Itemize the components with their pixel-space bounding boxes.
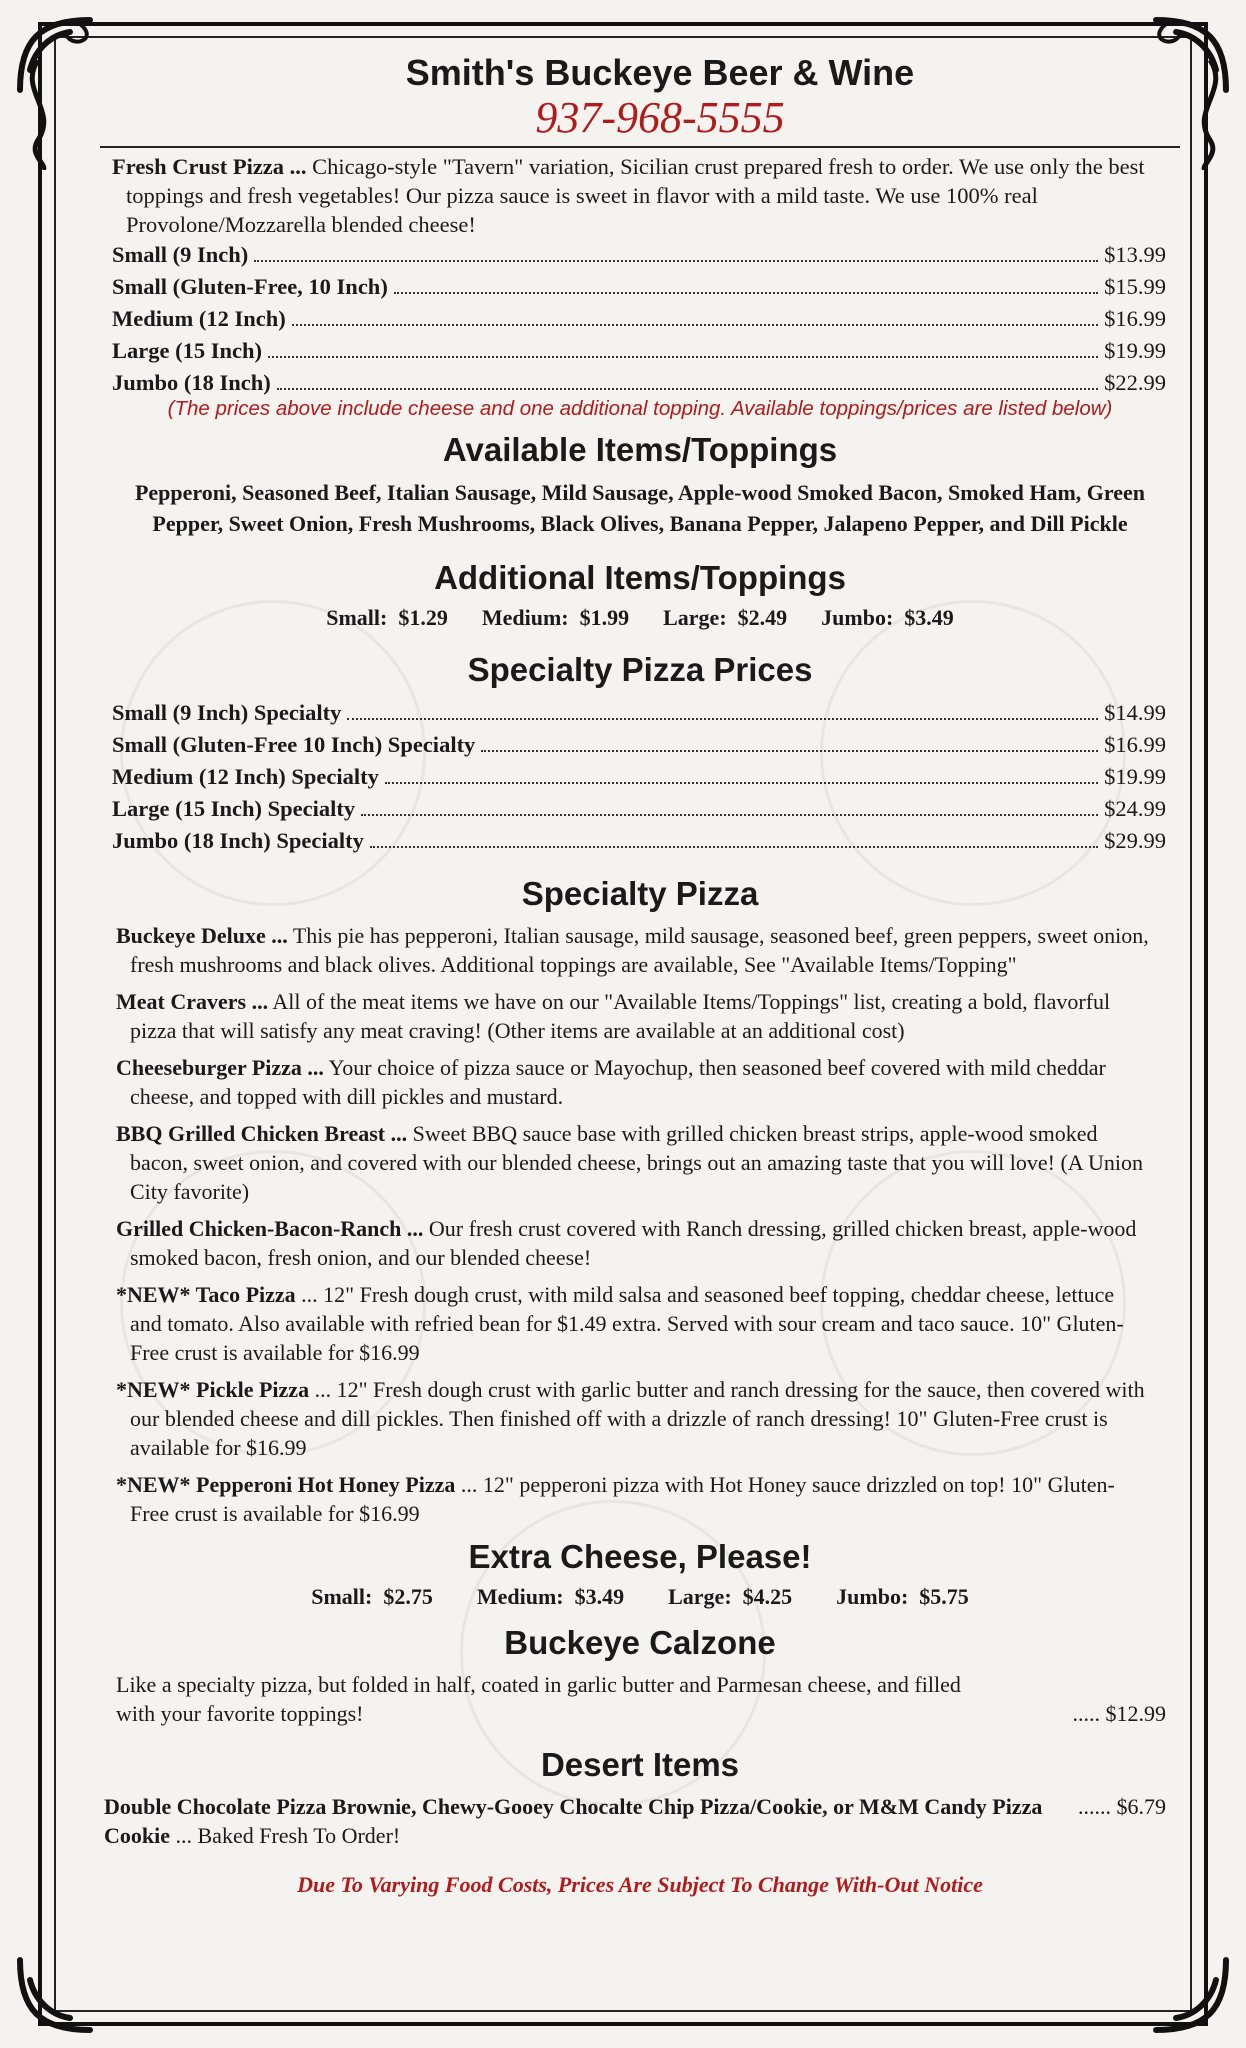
size-price: $19.99 [1104,764,1166,789]
pizza-description: ... 12" Fresh dough crust, with mild salsa and seasoned beef topping, cheddar cheese, lettuce and tomato. Also available with refried bean for $1.49 extra. Served with sour cream and taco sauce. 10" Gluten-Free crust is available for $16.99 [130,1282,1124,1365]
specialty-price-list [100,697,1180,857]
price-note: (The prices above include cheese and one additional topping. Available toppings/prices are listed below) [167,397,1113,420]
size-price: $5.75 [919,1584,969,1609]
pizza-name: Buckeye Deluxe ... [116,923,288,948]
size-price: $16.99 [1104,306,1166,331]
size-price: $2.49 [737,605,788,630]
size-label: Small: [311,1584,373,1609]
size-price: $15.99 [1104,274,1166,299]
size-price: $29.99 [1104,828,1166,853]
specialty-pizza-item [116,1470,1150,1528]
section-title-calzone: Buckeye Calzone [504,1624,776,1661]
section-title-specialty-pizza: Specialty Pizza [521,875,759,912]
specialty-size-row [112,697,1166,729]
crust-size-row [112,239,1166,271]
pizza-description: Sweet BBQ sauce base with grilled chicken breast strips, apple-wood smoked bacon, sweet onion, and covered with our blended cheese, brings out an amazing taste that you will love! (A Union City favorite) [130,1121,1143,1204]
dot-leader [481,732,1098,752]
pizza-description: Your choice of pizza sauce or Mayochup, then seasoned beef covered with mild cheddar cheese, and topped with dill pickles and mustard. [130,1055,1106,1109]
size-price: $24.99 [1104,796,1166,821]
pizza-description: Our fresh crust covered with Ranch dressing, grilled chicken breast, apple-wood smoked bacon, fresh onion, and our blended cheese! [130,1216,1137,1270]
section-title-specialty-prices: Specialty Pizza Prices [467,651,813,688]
corner-swirl-bottom-right [1146,1950,1236,2040]
size-label: Medium: [476,1584,564,1609]
size-price: $16.99 [1104,732,1166,757]
pizza-description: All of the meat items we have on our "Available Items/Toppings" list, creating a bold, flavorful pizza that will satisfy any meat craving! (Other items are available at an additional cost) [130,989,1111,1043]
specialty-pizza-item [116,987,1150,1045]
fresh-crust-text: Chicago-style "Tavern" variation, Sicilian crust prepared fresh to order. We use only the best toppings and fresh vegetables! Our pizza sauce is sweet in flavor with a mild taste. We use 100% real Provolone/Mozzarella blended cheese! [126,154,1145,237]
size-price: $2.75 [383,1584,433,1609]
business-name: Smith's Buckeye Beer & Wine [405,52,915,93]
dot-leader [254,242,1098,262]
specialty-pizza-item [116,1053,1150,1111]
size-price: $1.99 [579,605,630,630]
fresh-crust-price-list [100,239,1180,399]
calzone-description: Like a specialty pizza, but folded in half, coated in garlic butter and Parmesan cheese, and filled with your favorite toppings! [116,1672,961,1726]
size-price-pair [311,1584,433,1610]
specialty-pizza-item [116,1280,1150,1367]
pizza-name: *NEW* Pickle Pizza [116,1377,310,1402]
dot-leader [292,306,1098,326]
extra-cheese-prices [100,1584,1180,1610]
size-price-pair [663,605,787,631]
pizza-name: BBQ Grilled Chicken Breast ... [116,1121,408,1146]
size-price: $3.49 [574,1584,625,1609]
crust-size-row [112,367,1166,399]
calzone-item [116,1670,1166,1728]
dot-leader [268,338,1098,358]
desert-item [104,1792,1166,1850]
side-swirl-right [1190,60,1230,170]
size-label: Jumbo: [821,605,894,630]
size-label: Jumbo: [836,1584,909,1609]
calzone-price: ..... $12.99 [1072,1701,1166,1726]
corner-swirl-bottom-left [10,1950,100,2040]
size-label: Large: [663,605,727,630]
desert-name: Double Chocolate Pizza Brownie, Chewy-Gooey Chocalte Chip Pizza/Cookie, or M&M Candy Pizza Cookie [104,1794,1043,1848]
pizza-name: *NEW* Taco Pizza [116,1282,296,1307]
crust-size-row [112,335,1166,367]
size-label: Jumbo (18 Inch) Specialty [112,828,364,853]
specialty-size-row [112,761,1166,793]
fresh-crust-description [112,152,1170,239]
pizza-name: *NEW* Pepperoni Hot Honey Pizza [116,1472,456,1497]
size-label: Jumbo (18 Inch) [112,370,271,395]
menu-page [100,44,1180,1898]
size-label: Large (15 Inch) Specialty [112,796,356,821]
size-price-pair [477,1584,624,1610]
size-label: Small: [326,605,388,630]
size-price: $4.25 [742,1584,793,1609]
size-price: $13.99 [1104,242,1166,267]
specialty-size-row [112,729,1166,761]
pizza-name: Meat Cravers ... [116,989,269,1014]
dot-leader [394,274,1098,294]
specialty-pizza-item [116,1375,1150,1462]
section-title-desert: Desert Items [540,1746,740,1783]
size-label: Small (Gluten-Free 10 Inch) Specialty [112,732,476,757]
size-label: Large (15 Inch) [112,338,262,363]
specialty-pizza-list [100,921,1180,1528]
phone-number[interactable]: 937-968-5555 [535,93,785,142]
size-price: $22.99 [1104,370,1166,395]
size-price-pair [821,605,954,631]
pizza-description: ... 12" pepperoni pizza with Hot Honey sauce drizzled on top! 10" Gluten-Free crust is available for $16.99 [130,1472,1115,1526]
header-divider [100,146,1180,148]
fresh-crust-name: Fresh Crust Pizza ... [112,154,307,179]
dot-leader [277,370,1098,390]
side-swirl-left [18,60,58,170]
pizza-name: Cheeseburger Pizza ... [116,1055,324,1080]
pizza-description: This pie has pepperoni, Italian sausage, mild sausage, seasoned beef, green peppers, sweet onion, fresh mushrooms and black olives. Additional toppings are available, See "Available Items/Topping" [130,923,1149,977]
size-label: Small (9 Inch) Specialty [112,700,342,725]
size-price-pair [482,605,629,631]
additional-toppings-prices [100,605,1180,631]
section-title-extra-cheese: Extra Cheese, Please! [468,1538,812,1575]
dot-leader [370,828,1098,848]
size-price: $19.99 [1104,338,1166,363]
size-label: Medium: [481,605,569,630]
size-label: Medium (12 Inch) Specialty [112,764,379,789]
crust-size-row [112,303,1166,335]
toppings-list: Pepperoni, Seasoned Beef, Italian Sausage, Mild Sausage, Apple-wood Smoked Bacon, Smoked Ham, Green Pepper, Sweet Onion, Fresh Mushrooms, Black Olives, Banana Pepper, Jalapeno Pepper, and Dill Pickle [134,480,1146,536]
specialty-size-row [112,825,1166,857]
size-label: Small (Gluten-Free, 10 Inch) [112,274,388,299]
size-label: Small (9 Inch) [112,242,249,267]
section-title-additional-toppings: Additional Items/Toppings [434,559,846,596]
dot-leader [361,796,1098,816]
size-price: $1.29 [398,605,448,630]
size-price: $3.49 [904,605,954,630]
price-change-notice: Due To Varying Food Costs, Prices Are Subject To Change With-Out Notice [297,1872,983,1897]
pizza-name: Grilled Chicken-Bacon-Ranch ... [116,1216,424,1241]
specialty-pizza-item [116,921,1150,979]
size-label: Medium (12 Inch) [112,306,286,331]
size-price-pair [668,1584,792,1610]
size-price: $14.99 [1104,700,1166,725]
size-label: Large: [668,1584,732,1609]
dot-leader [385,764,1098,784]
crust-size-row [112,271,1166,303]
specialty-size-row [112,793,1166,825]
specialty-pizza-item [116,1119,1150,1206]
size-price-pair [836,1584,969,1610]
dot-leader [347,700,1098,720]
size-price-pair [326,605,448,631]
section-title-available-toppings: Available Items/Toppings [442,431,838,468]
desert-description: ... Baked Fresh To Order! [175,1823,401,1848]
desert-price: ...... $6.79 [1078,1794,1166,1819]
specialty-pizza-item [116,1214,1150,1272]
pizza-description: ... 12" Fresh dough crust with garlic butter and ranch dressing for the sauce, then covered with our blended cheese and dill pickles. Then finished off with a drizzle of ranch dressing! 10" Gluten-Free crust is available for $16.99 [130,1377,1145,1460]
